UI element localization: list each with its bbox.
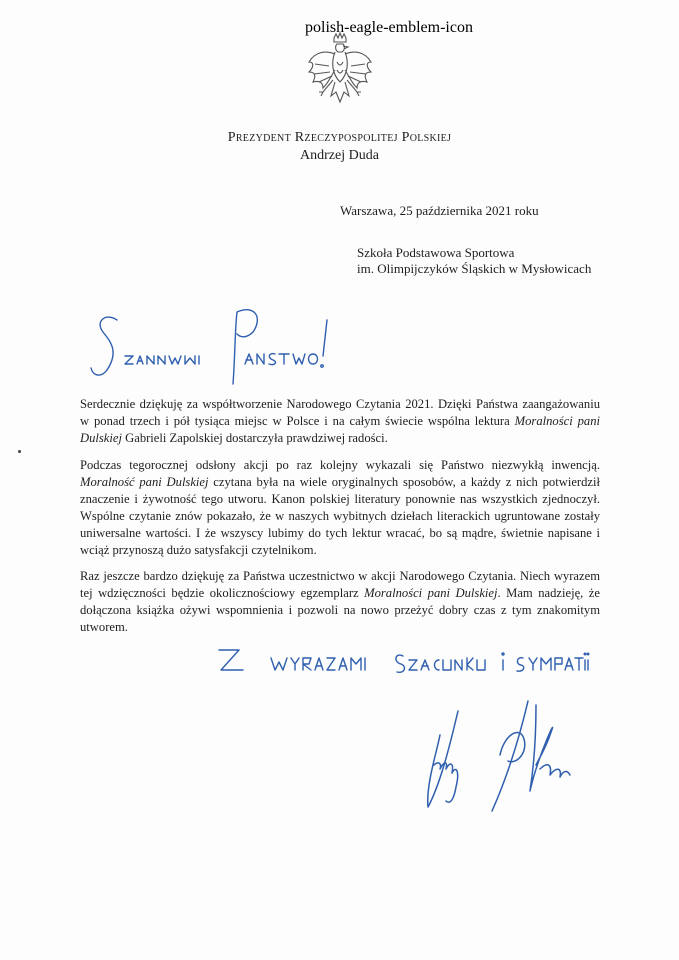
sender-name: Andrzej Duda xyxy=(300,148,379,163)
paragraph-1-text-b: Gabrieli Zapolskiej dostarczyła prawdziwej radości. xyxy=(121,431,388,445)
recipient-line-2: im. Olimpijczyków Śląskich w Mysłowicach xyxy=(357,261,592,276)
handwritten-salutation xyxy=(85,298,335,388)
paragraph-1-text-a: Serdecznie dziękuję za współtworzenie Narodowego Czytania 2021. Dzięki Państwa zaangażowaniu w ponad trzech i pół tysiąca miejsc w Polsce i na całym świecie wspólna lektura xyxy=(80,397,600,428)
paragraph-3-title-italic: Moralności pani Dulskiej xyxy=(364,586,498,600)
office-title: Prezydent Rzeczypospolitej Polskiej xyxy=(227,130,452,145)
closing-text xyxy=(0,0,1,1)
paragraph-1-title-italic: Moralności pani Dulskiej xyxy=(80,414,600,445)
paragraph-3 xyxy=(80,568,600,636)
paragraph-2-title-italic: Moralność pani Dulskiej xyxy=(80,475,209,489)
paragraph-2 xyxy=(80,457,600,559)
polish-eagle-emblem-icon xyxy=(305,19,473,110)
paragraph-3-text-a: Raz jeszcze bardzo dziękuję za Państwa uczestnictwo w akcji Narodowego Czytania. Niech wyrazem tej wdzięczności będzie okolicznościowy egzemplarz xyxy=(80,569,600,600)
paragraph-2-text-b: czytana była na wiele oryginalnych sposobów, a każdy z nich potwierdził znaczenie i żywotność tego utworu. Kanon polskiej literatury ponownie nas wszystkich zjednoczył. Wspólne czytanie znów pokazało, że w naszych wybitnych dziełach literackich ugruntowane zostały uniwersalne wartości. I że wszyscy lubimy do tych lektur wracać, bo są mądre, świetnie napisane i wciąż przynoszą dużo satysfakcji czytelnikom. xyxy=(80,475,600,557)
signature-label xyxy=(0,0,1,1)
margin-dot xyxy=(18,450,21,453)
handwritten-signature xyxy=(400,695,590,825)
paragraph-2-text-a: Podczas tegorocznej odsłony akcji po raz kolejny wykazali się Państwo niezwykłą inwencją. xyxy=(80,458,600,472)
emblem-label: polish-eagle-emblem-icon xyxy=(305,19,473,36)
paragraph-3-text-b: . Mam nadzieję, że dołączona książka ożywi wspomnienia i pozwoli na nowo przeżyć dobry czas z tym znakomitym utworem. xyxy=(80,586,600,634)
salutation-text xyxy=(0,0,1,1)
recipient-line-1: Szkoła Podstawowa Sportowa xyxy=(357,245,515,260)
date-line: Warszawa, 25 października 2021 roku xyxy=(340,203,539,218)
paragraph-1 xyxy=(80,396,600,447)
handwritten-closing xyxy=(215,640,590,685)
